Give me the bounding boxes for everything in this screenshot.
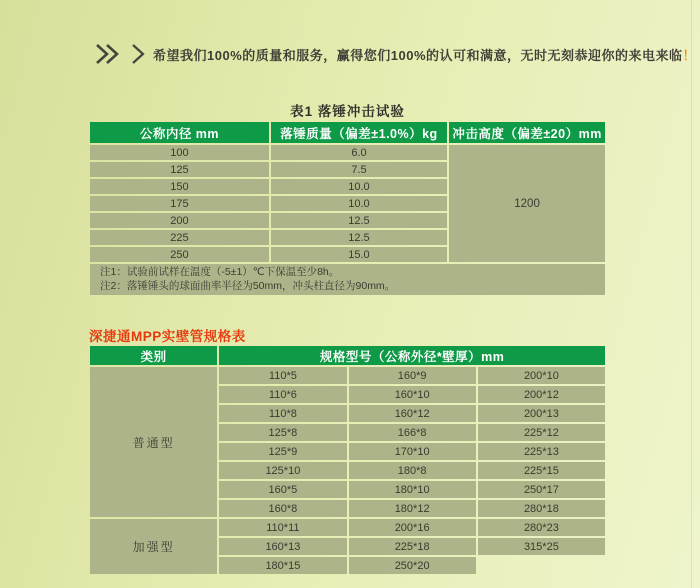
spec-cell: 180*12 <box>349 500 476 517</box>
single-chevron-icon <box>130 42 146 66</box>
spec-cell: 110*11 <box>219 519 346 536</box>
spec-cell: 110*6 <box>219 386 346 403</box>
spec-cell: 250*17 <box>478 481 605 498</box>
nominal-diameter-cell: 175 <box>90 196 269 211</box>
spec-table-header-row <box>90 346 605 365</box>
spec-cell: 280*23 <box>478 519 605 536</box>
hammer-mass-cell: 10.0 <box>271 196 447 211</box>
hammer-mass-cell: 7.5 <box>271 162 447 177</box>
double-chevron-icon <box>93 42 123 66</box>
hammer-mass-cell: 15.0 <box>271 247 447 262</box>
spec-cell: 160*5 <box>219 481 346 498</box>
slogan-banner <box>93 42 696 66</box>
spec-cell: 160*9 <box>349 367 476 384</box>
nominal-diameter-cell: 250 <box>90 247 269 262</box>
note-line: 注1：试验前试样在温度（-5±1）℃下保温至少8h。 <box>100 266 340 278</box>
nominal-diameter-cell: 125 <box>90 162 269 177</box>
nominal-diameter-cell: 150 <box>90 179 269 194</box>
spec-cell: 180*15 <box>219 557 346 574</box>
impact-table-notes <box>90 264 605 295</box>
spec-cell: 225*15 <box>478 462 605 479</box>
impact-test-table <box>88 120 607 297</box>
spec-cell: 125*8 <box>219 424 346 441</box>
spec-cell: 160*13 <box>219 538 346 555</box>
nominal-diameter-cell: 200 <box>90 213 269 228</box>
category-cell: 加强型 <box>90 519 217 574</box>
slogan-text: 希望我们100%的质量和服务，赢得您们100%的认可和满意，无时无刻恭迎你的来电来临！ <box>153 47 697 63</box>
spec-cell: 125*9 <box>219 443 346 460</box>
category-cell: 普通型 <box>90 367 217 517</box>
note-line: 注2：落锤锤头的球面曲率半径为50mm，冲头柱直径为90mm。 <box>100 280 396 292</box>
hammer-mass-cell: 12.5 <box>271 213 447 228</box>
header-category: 类别 <box>90 346 217 365</box>
hammer-mass-cell: 10.0 <box>271 179 447 194</box>
spec-cell: 315*25 <box>478 538 605 555</box>
impact-table-row <box>90 145 605 160</box>
spec-cell: 200*12 <box>478 386 605 403</box>
spec-cell: 225*18 <box>349 538 476 555</box>
spec-cell: 225*12 <box>478 424 605 441</box>
hammer-mass-cell: 6.0 <box>271 145 447 160</box>
hammer-mass-cell: 12.5 <box>271 230 447 245</box>
spec-cell: 125*10 <box>219 462 346 479</box>
spec-cell: 110*8 <box>219 405 346 422</box>
slogan-exclaim: ！ <box>682 47 697 63</box>
spec-table-title: 深捷通MPP实壁管规格表 <box>89 329 246 344</box>
impact-height-merged-cell: 1200 <box>449 145 605 262</box>
header-nominal-diameter: 公称内径 mm <box>90 122 269 143</box>
impact-table-header-row <box>90 122 605 143</box>
nominal-diameter-cell: 100 <box>90 145 269 160</box>
spec-cell: 200*13 <box>478 405 605 422</box>
spec-cell: 280*18 <box>478 500 605 517</box>
spec-cell: 200*10 <box>478 367 605 384</box>
spec-table-row <box>90 367 605 384</box>
header-impact-height: 冲击高度（偏差±20）mm <box>449 122 605 143</box>
spec-cell: 250*20 <box>349 557 476 574</box>
spec-cell: 160*10 <box>349 386 476 403</box>
spec-cell: 166*8 <box>349 424 476 441</box>
spec-cell: 110*5 <box>219 367 346 384</box>
nominal-diameter-cell: 225 <box>90 230 269 245</box>
spec-cell: 225*13 <box>478 443 605 460</box>
spec-cell <box>478 557 605 574</box>
spec-cell: 180*10 <box>349 481 476 498</box>
impact-table-notes-row <box>90 264 605 295</box>
spec-cell: 160*8 <box>219 500 346 517</box>
spec-table <box>88 344 607 576</box>
impact-test-table-title: 表1 落锤冲击试验 <box>290 104 405 119</box>
header-hammer-mass: 落锤质量（偏差±1.0%）kg <box>271 122 447 143</box>
spec-cell: 200*16 <box>349 519 476 536</box>
spec-cell: 170*10 <box>349 443 476 460</box>
header-spec-model: 规格型号（公称外径*壁厚）mm <box>219 346 605 365</box>
spec-cell: 180*8 <box>349 462 476 479</box>
spec-table-row <box>90 519 605 536</box>
spec-cell: 160*12 <box>349 405 476 422</box>
